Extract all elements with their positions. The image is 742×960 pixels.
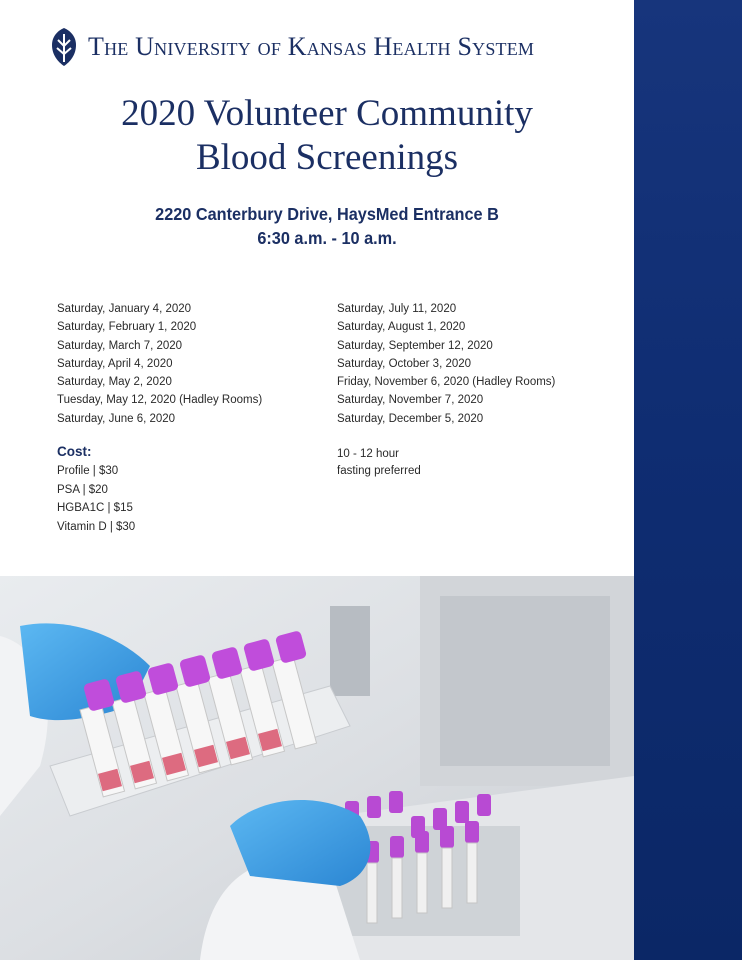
hours: 6:30 a.m. - 10 a.m. xyxy=(257,228,397,248)
date-item: Saturday, September 12, 2020 xyxy=(337,339,493,352)
date-item: Saturday, May 2, 2020 xyxy=(57,376,172,389)
date-item: Saturday, August 1, 2020 xyxy=(337,321,466,334)
date-item: Saturday, June 6, 2020 xyxy=(57,412,176,425)
cost-item: PSA | $20 xyxy=(57,483,108,496)
cost-item: Profile | $30 xyxy=(57,465,119,477)
dates-list-right xyxy=(337,300,555,428)
date-item: Saturday, July 11, 2020 xyxy=(337,303,457,315)
cost-item: Vitamin D | $30 xyxy=(57,520,136,533)
date-item: Tuesday, May 12, 2020 (Hadley Rooms) xyxy=(57,394,263,407)
title-line-1: 2020 Volunteer Community xyxy=(121,93,533,134)
page-title xyxy=(0,92,654,180)
date-item: Saturday, October 3, 2020 xyxy=(337,357,472,370)
date-item: Saturday, November 7, 2020 xyxy=(337,394,484,407)
date-item: Saturday, April 4, 2020 xyxy=(57,357,173,370)
cost-item: HGBA1C | $15 xyxy=(57,502,133,514)
cost-heading: Cost: xyxy=(57,444,92,459)
cost-list xyxy=(57,462,135,536)
fasting-line-1: 10 - 12 hour xyxy=(337,448,400,460)
address: 2220 Canterbury Drive, HaysMed Entrance B xyxy=(155,204,499,224)
fasting-note xyxy=(337,446,421,480)
date-item: Saturday, February 1, 2020 xyxy=(57,321,197,334)
date-item: Saturday, December 5, 2020 xyxy=(337,412,484,425)
date-item: Saturday, January 4, 2020 xyxy=(57,303,192,315)
header xyxy=(48,26,628,68)
date-item: Saturday, March 7, 2020 xyxy=(57,339,183,352)
date-item: Friday, November 6, 2020 (Hadley Rooms) xyxy=(337,376,556,389)
fasting-line-2: fasting preferred xyxy=(337,465,421,477)
org-name: The University of Kansas Health System xyxy=(88,32,535,61)
lab-blood-tubes-photo xyxy=(0,576,634,960)
jayhawk-shield-icon xyxy=(48,26,80,68)
dates-list-left xyxy=(57,300,262,428)
location-block xyxy=(23,202,631,250)
title-line-2: Blood Screenings xyxy=(195,137,459,178)
